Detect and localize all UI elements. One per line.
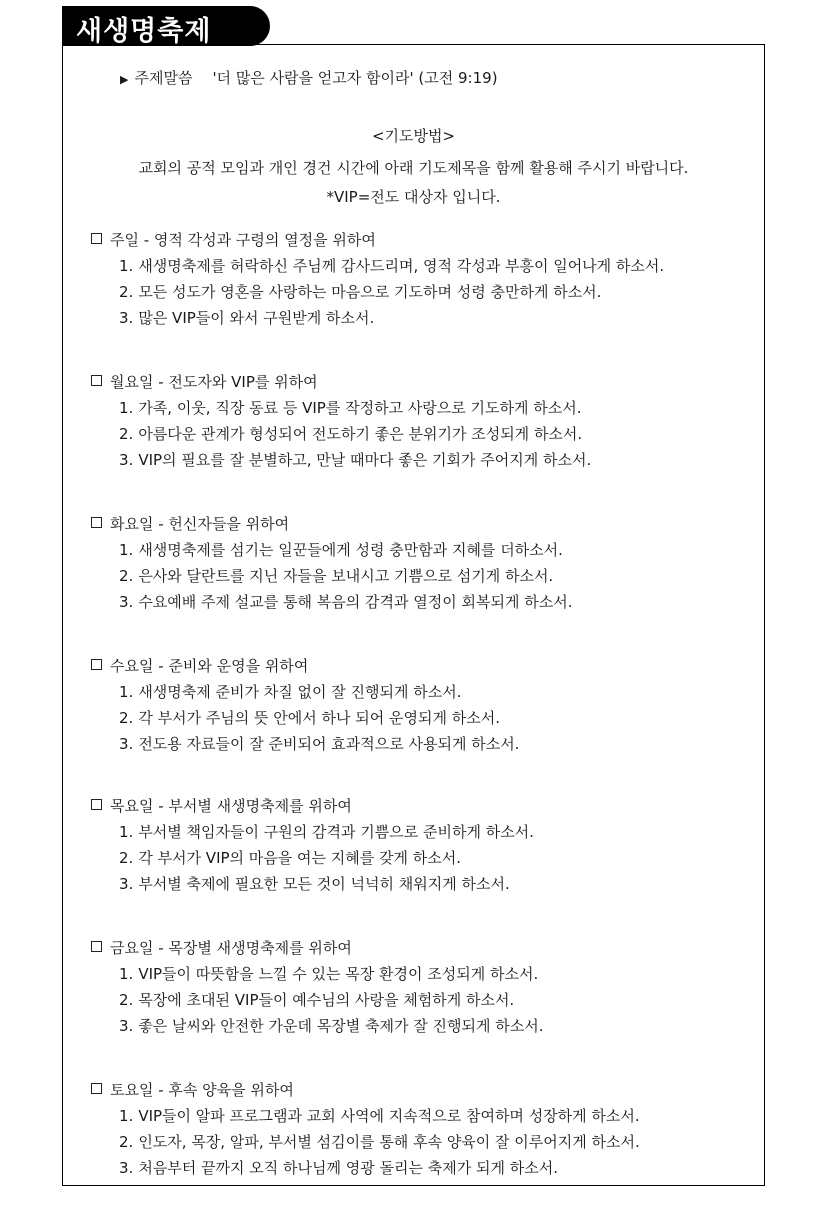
- prayer-day-section: [91, 653, 761, 757]
- prayer-item-number: 3.: [119, 875, 134, 893]
- prayer-item-text: VIP들이 따뜻함을 느낄 수 있는 목장 환경이 조성되게 하소서.: [138, 965, 539, 983]
- prayer-item-number: 1.: [119, 823, 134, 841]
- prayer-item-text: VIP들이 알파 프로그램과 교회 사역에 지속적으로 참여하며 성장하게 하소서.: [138, 1107, 640, 1125]
- theme-label: 주제말씀: [134, 69, 193, 87]
- square-bullet-icon: [91, 799, 102, 810]
- guide-line-1: 교회의 공적 모임과 개인 경건 시간에 아래 기도제목을 함께 활용해 주시기 바랍니다.: [138, 159, 689, 177]
- prayer-item: [91, 1103, 761, 1129]
- prayer-item-number: 2.: [119, 849, 134, 867]
- prayer-day-section: [91, 1077, 761, 1181]
- prayer-day-header: [91, 227, 761, 253]
- guide-heading: <기도방법>: [371, 127, 456, 145]
- prayer-item-number: 2.: [119, 283, 134, 301]
- prayer-item-text: 전도용 자료들이 잘 준비되어 효과적으로 사용되게 하소서.: [138, 735, 520, 753]
- triangle-bullet-icon: ▶: [120, 73, 129, 86]
- prayer-item-text: 아름다운 관계가 형성되어 전도하기 좋은 분위기가 조성되게 하소서.: [138, 425, 583, 443]
- theme-line: [120, 67, 498, 88]
- prayer-item-number: 3.: [119, 1017, 134, 1035]
- prayer-item-number: 2.: [119, 991, 134, 1009]
- prayer-item-number: 2.: [119, 709, 134, 727]
- square-bullet-icon: [91, 517, 102, 528]
- prayer-item-text: 부서별 책임자들이 구원의 감격과 기쁨으로 준비하게 하소서.: [138, 823, 534, 841]
- prayer-item: [91, 563, 761, 589]
- prayer-item-number: 1.: [119, 683, 134, 701]
- prayer-item-number: 3.: [119, 735, 134, 753]
- prayer-item: [91, 819, 761, 845]
- prayer-item-number: 2.: [119, 425, 134, 443]
- prayer-day-title: 화요일 - 헌신자들을 위하여: [110, 515, 290, 533]
- prayer-item-number: 1.: [119, 541, 134, 559]
- prayer-item: [91, 589, 761, 615]
- prayer-item: [91, 705, 761, 731]
- page-title: 새생명축제: [76, 16, 212, 47]
- prayer-item-text: 목장에 초대된 VIP들이 예수님의 사랑을 체험하게 하소서.: [138, 991, 515, 1009]
- prayer-day-title: 토요일 - 후속 양육을 위하여: [110, 1081, 294, 1099]
- prayer-item-text: 수요예배 주제 설교를 통해 복음의 감격과 열정이 회복되게 하소서.: [138, 593, 573, 611]
- prayer-day-title: 목요일 - 부서별 새생명축제를 위하여: [110, 797, 352, 815]
- square-bullet-icon: [91, 941, 102, 952]
- prayer-day-title: 월요일 - 전도자와 VIP를 위하여: [110, 373, 318, 391]
- theme-verse: '더 많은 사람을 얻고자 함이라' (고전 9:19): [212, 69, 498, 87]
- prayer-item-text: 은사와 달란트를 지닌 자들을 보내시고 기쁨으로 섬기게 하소서.: [138, 567, 554, 585]
- square-bullet-icon: [91, 375, 102, 386]
- prayer-item-text: 부서별 축제에 필요한 모든 것이 넉넉히 채워지게 하소서.: [138, 875, 510, 893]
- prayer-item-text: 많은 VIP들이 와서 구원받게 하소서.: [138, 309, 375, 327]
- prayer-day-header: [91, 369, 761, 395]
- prayer-day-header: [91, 653, 761, 679]
- prayer-item-text: VIP의 필요를 잘 분별하고, 만날 때마다 좋은 기회가 주어지게 하소서.: [138, 451, 592, 469]
- prayer-item: [91, 305, 761, 331]
- prayer-day-section: [91, 369, 761, 473]
- prayer-item-number: 3.: [119, 309, 134, 327]
- prayer-item-text: 인도자, 목장, 알파, 부서별 섬김이를 통해 후속 양육이 잘 이루어지게 하소서.: [138, 1133, 640, 1151]
- prayer-day-title: 주일 - 영적 각성과 구령의 열정을 위하여: [110, 231, 376, 249]
- prayer-item-number: 2.: [119, 567, 134, 585]
- prayer-item: [91, 871, 761, 897]
- prayer-item: [91, 421, 761, 447]
- prayer-item: [91, 845, 761, 871]
- prayer-item-number: 1.: [119, 1107, 134, 1125]
- prayer-item: [91, 731, 761, 757]
- prayer-item-number: 3.: [119, 1159, 134, 1177]
- square-bullet-icon: [91, 1083, 102, 1094]
- prayer-item-text: 새생명축제를 허락하신 주님께 감사드리며, 영적 각성과 부흥이 일어나게 하소서.: [138, 257, 665, 275]
- prayer-item-text: 처음부터 끝까지 오직 하나님께 영광 돌리는 축제가 되게 하소서.: [138, 1159, 558, 1177]
- prayer-item-text: 각 부서가 VIP의 마음을 여는 지혜를 갖게 하소서.: [138, 849, 462, 867]
- prayer-day-title: 수요일 - 준비와 운영을 위하여: [110, 657, 309, 675]
- prayer-day-section: [91, 227, 761, 331]
- prayer-item-number: 1.: [119, 257, 134, 275]
- prayer-item: [91, 279, 761, 305]
- prayer-item: [91, 1129, 761, 1155]
- prayer-day-header: [91, 935, 761, 961]
- prayer-item-number: 1.: [119, 965, 134, 983]
- prayer-item-number: 3.: [119, 593, 134, 611]
- prayer-item-text: 가족, 이웃, 직장 동료 등 VIP를 작정하고 사랑으로 기도하게 하소서.: [138, 399, 582, 417]
- prayer-item: [91, 395, 761, 421]
- square-bullet-icon: [91, 233, 102, 244]
- prayer-day-title: 금요일 - 목장별 새생명축제를 위하여: [110, 939, 352, 957]
- prayer-item-text: 각 부서가 주님의 뜻 안에서 하나 되어 운영되게 하소서.: [138, 709, 501, 727]
- prayer-item: [91, 987, 761, 1013]
- guide-line-2: *VIP=전도 대상자 입니다.: [326, 188, 501, 206]
- prayer-item: [91, 1155, 761, 1181]
- square-bullet-icon: [91, 659, 102, 670]
- prayer-item-text: 좋은 날씨와 안전한 가운데 목장별 축제가 잘 진행되게 하소서.: [138, 1017, 544, 1035]
- prayer-item-text: 모든 성도가 영혼을 사랑하는 마음으로 기도하며 성령 충만하게 하소서.: [138, 283, 602, 301]
- prayer-day-header: [91, 1077, 761, 1103]
- prayer-item-text: 새생명축제 준비가 차질 없이 잘 진행되게 하소서.: [138, 683, 462, 701]
- prayer-item: [91, 447, 761, 473]
- prayer-item-number: 2.: [119, 1133, 134, 1151]
- prayer-item: [91, 537, 761, 563]
- prayer-day-section: [91, 793, 761, 897]
- prayer-item: [91, 961, 761, 987]
- prayer-item: [91, 1013, 761, 1039]
- prayer-day-header: [91, 511, 761, 537]
- prayer-item-text: 새생명축제를 섬기는 일꾼들에게 성령 충만함과 지혜를 더하소서.: [138, 541, 563, 559]
- prayer-item: [91, 253, 761, 279]
- prayer-day-header: [91, 793, 761, 819]
- prayer-item-number: 3.: [119, 451, 134, 469]
- prayer-day-section: [91, 935, 761, 1039]
- prayer-day-section: [91, 511, 761, 615]
- prayer-item: [91, 679, 761, 705]
- prayer-item-number: 1.: [119, 399, 134, 417]
- title-banner: [62, 6, 270, 46]
